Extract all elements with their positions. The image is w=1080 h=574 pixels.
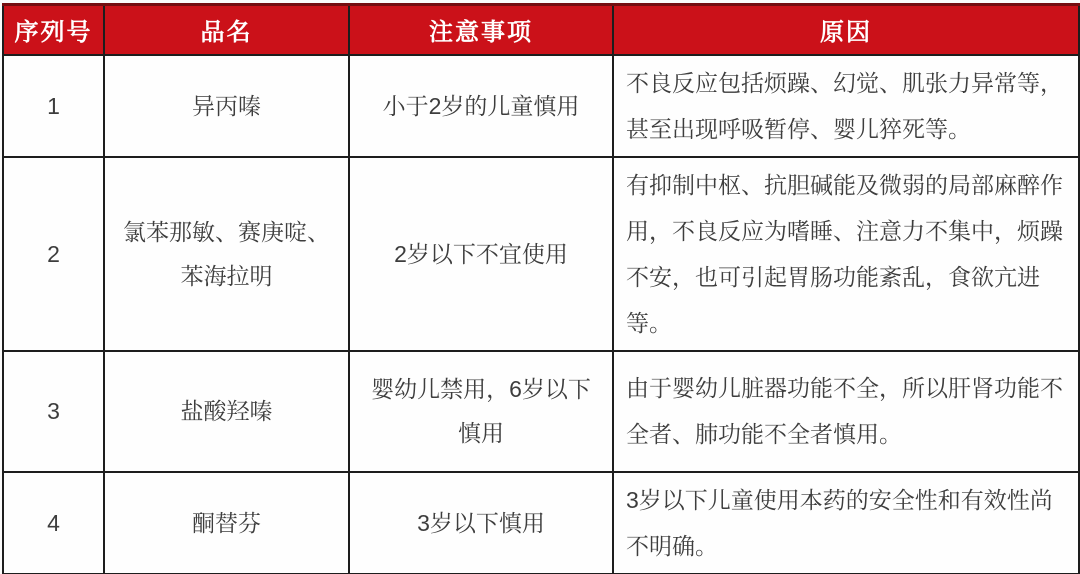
drug-caution-table — [2, 3, 1080, 574]
cell-name: 盐酸羟嗪 — [104, 351, 349, 472]
cell-caution: 小于2岁的儿童慎用 — [349, 55, 613, 157]
header-row — [3, 5, 1079, 55]
table-body — [3, 55, 1079, 574]
cell-caution: 2岁以下不宜使用 — [349, 157, 613, 351]
header-cell-name: 品名 — [104, 5, 349, 55]
table-row — [3, 157, 1079, 351]
cell-reason: 由于婴幼儿脏器功能不全，所以肝肾功能不全者、肺功能不全者慎用。 — [613, 351, 1079, 472]
cell-serial: 4 — [3, 472, 104, 574]
table-header — [3, 5, 1079, 55]
cell-serial: 1 — [3, 55, 104, 157]
table-row — [3, 55, 1079, 157]
cell-caution: 3岁以下慎用 — [349, 472, 613, 574]
cell-name: 酮替芬 — [104, 472, 349, 574]
table-row — [3, 351, 1079, 472]
cell-name: 氯苯那敏、赛庚啶、苯海拉明 — [104, 157, 349, 351]
cell-caution: 婴幼儿禁用，6岁以下慎用 — [349, 351, 613, 472]
header-cell-serial: 序列号 — [3, 5, 104, 55]
header-cell-caution: 注意事项 — [349, 5, 613, 55]
table-row — [3, 472, 1079, 574]
cell-reason: 不良反应包括烦躁、幻觉、肌张力异常等，甚至出现呼吸暂停、婴儿猝死等。 — [613, 55, 1079, 157]
cell-reason: 3岁以下儿童使用本药的安全性和有效性尚不明确。 — [613, 472, 1079, 574]
cell-name: 异丙嗪 — [104, 55, 349, 157]
cell-reason: 有抑制中枢、抗胆碱能及微弱的局部麻醉作用，不良反应为嗜睡、注意力不集中，烦躁不安，也可引起胃肠功能紊乱，食欲亢进等。 — [613, 157, 1079, 351]
cell-serial: 2 — [3, 157, 104, 351]
header-cell-reason: 原因 — [613, 5, 1079, 55]
cell-serial: 3 — [3, 351, 104, 472]
